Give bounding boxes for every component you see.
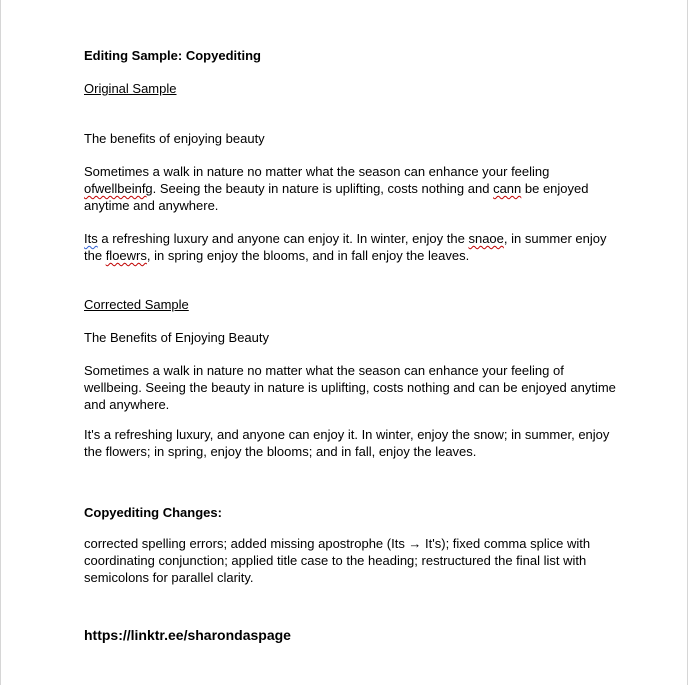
document-title: Editing Sample: Copyediting bbox=[84, 48, 261, 63]
original-p1-text-3: be enjoyed anytime and anywhere. bbox=[84, 181, 589, 213]
linktree-link[interactable]: https://linktr.ee/sharondaspage bbox=[84, 627, 291, 643]
original-paragraph-2 bbox=[84, 230, 624, 264]
spelling-error-snaoe[interactable]: snaoe bbox=[468, 231, 504, 246]
spelling-error-ofwellbeinfg[interactable]: ofwellbeinfg bbox=[84, 181, 153, 196]
grammar-error-its[interactable]: Its bbox=[84, 231, 98, 246]
original-sample-heading: Original Sample bbox=[84, 81, 177, 96]
corrected-essay-title: The Benefits of Enjoying Beauty bbox=[84, 330, 270, 345]
original-p2-text-3: , in spring enjoy the blooms, and in fall enjoy the leaves. bbox=[146, 248, 470, 263]
original-paragraph-1 bbox=[84, 163, 624, 214]
spelling-error-cann[interactable]: cann bbox=[493, 181, 522, 196]
copyediting-changes-text: corrected spelling errors; added missing apostrophe (Its → It's); fixed comma splice with coordinating conjunction; applied title case to the heading; restructured the final list with semicolons for parallel clarity. bbox=[84, 536, 591, 585]
spelling-error-floewrs[interactable]: floewrs bbox=[105, 248, 147, 263]
original-p2-text-1: a refreshing luxury and anyone can enjoy it. In winter, enjoy the bbox=[97, 231, 469, 246]
copyediting-changes-heading: Copyediting Changes: bbox=[84, 505, 222, 520]
original-p1-text-2: . Seeing the beauty in nature is uplifting, costs nothing and bbox=[152, 181, 494, 196]
corrected-sample-heading: Corrected Sample bbox=[84, 297, 189, 312]
corrected-paragraph-2: It's a refreshing luxury, and anyone can enjoy it. In winter, enjoy the snow; in summer, enjoy the flowers; in spring, enjoy the blooms; and in fall, enjoy the leaves. bbox=[84, 427, 610, 459]
original-p1-text-1: Sometimes a walk in nature no matter what the season can enhance your feeling bbox=[84, 164, 550, 179]
original-essay-title: The benefits of enjoying beauty bbox=[84, 131, 265, 146]
original-p2-text-2: , in summer enjoy the bbox=[84, 231, 607, 263]
corrected-paragraph-1: Sometimes a walk in nature no matter what the season can enhance your feeling of wellbeing. Seeing the beauty in nature is uplifting, costs nothing and can be enjoyed anytime and anywhere. bbox=[84, 363, 616, 412]
